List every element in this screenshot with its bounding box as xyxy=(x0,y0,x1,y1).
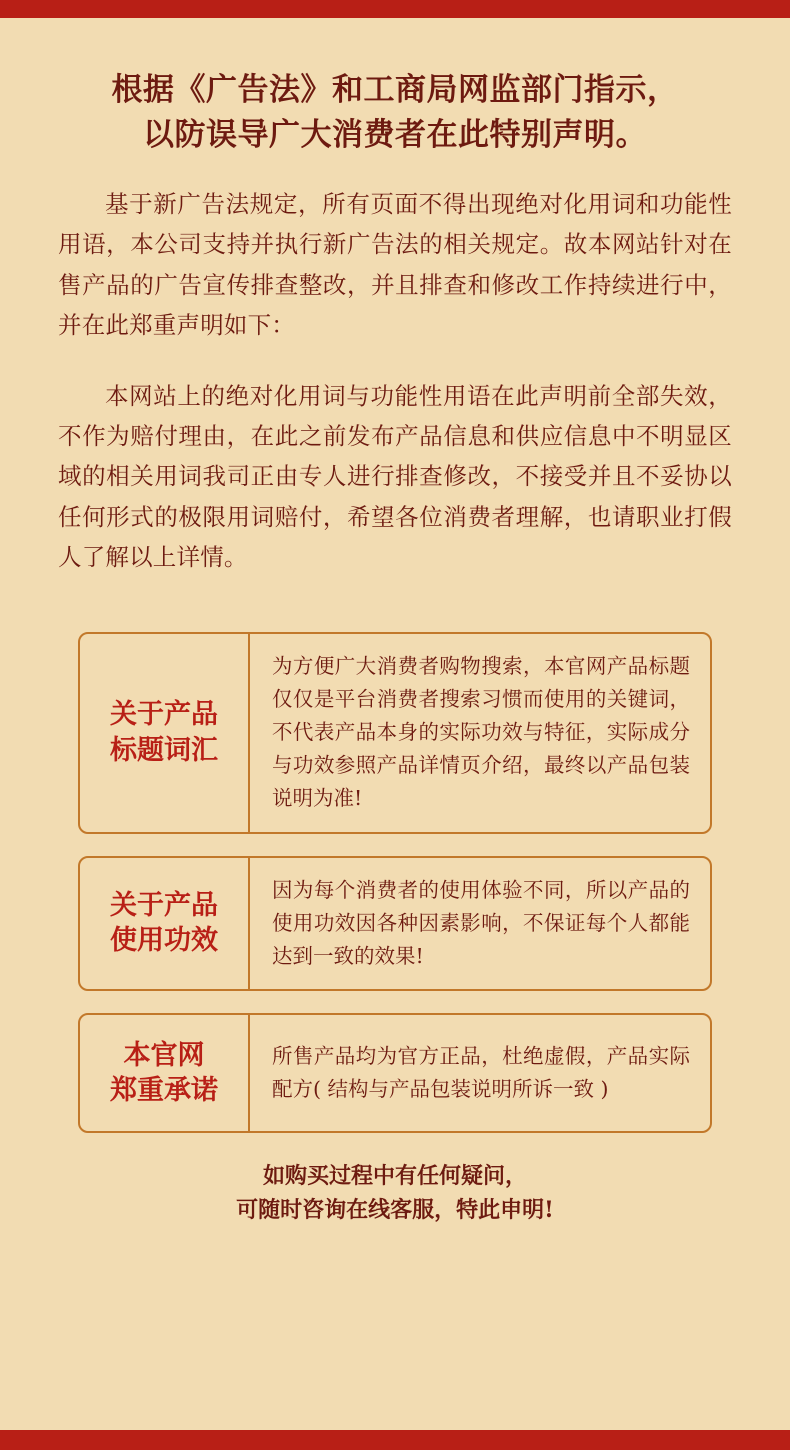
statement-panel xyxy=(0,18,790,1430)
card-label-line-1: 关于产品 xyxy=(110,890,218,922)
card-label-line-2: 郑重承诺 xyxy=(110,1075,218,1107)
footer-note xyxy=(58,1159,732,1227)
page-title-line-2: 以防误导广大消费者在此特别声明。 xyxy=(143,116,647,153)
footer-line-1: 如购买过程中有任何疑问， xyxy=(262,1163,527,1190)
statement-paragraph-1: 基于新广告法规定，所有页面不得出现绝对化用词和功能性用语，本公司支持并执行新广告法的相关规定。故本网站针对在售产品的广告宣传排查整改，并且排查和修改工作持续进行中，并在此郑重声明如下： xyxy=(58,189,732,340)
card-body: 因为每个消费者的使用体验不同，所以产品的使用功效因各种因素影响，不保证每个人都能达到一致的效果! xyxy=(272,877,690,968)
page-title-line-1: 根据《广告法》和工商局网监部门指示， xyxy=(111,72,679,108)
card-label-line-1: 关于产品 xyxy=(110,699,218,731)
page-title xyxy=(58,68,732,158)
card-label xyxy=(80,634,250,832)
statement-content xyxy=(0,18,790,1227)
card-official-promise xyxy=(78,1013,712,1133)
card-product-title-wording xyxy=(78,632,712,834)
card-body: 所售产品均为官方正品，杜绝虚假，产品实际配方( 结构与产品包装说明所诉一致 ) xyxy=(272,1043,690,1102)
footer-line-2: 可随时咨询在线客服，特此申明! xyxy=(236,1197,554,1224)
card-product-效果-usage xyxy=(78,856,712,992)
card-label xyxy=(80,858,250,990)
card-label xyxy=(80,1015,250,1131)
statement-paragraph-2: 本网站上的绝对化用词与功能性用语在此声明前全部失效，不作为赔付理由，在此之前发布产品信息和供应信息中不明显区域的相关用词我司正由专人进行排查修改，不接受并且不妥协以任何形式的极限用词赔付，希望各位消费者理解，也请职业打假人了解以上详情。 xyxy=(58,381,732,572)
card-body: 为方便广大消费者购物搜索，本官网产品标题仅仅是平台消费者搜索习惯而使用的关键词，不代表产品本身的实际功效与特征，实际成分与功效参照产品详情页介绍，最终以产品包装说明为准! xyxy=(272,653,690,811)
card-label-line-1: 本官网 xyxy=(123,1040,205,1072)
statement-cards xyxy=(58,632,732,1134)
card-label-line-2: 标题词汇 xyxy=(110,734,218,766)
card-label-line-2: 使用功效 xyxy=(110,925,218,957)
